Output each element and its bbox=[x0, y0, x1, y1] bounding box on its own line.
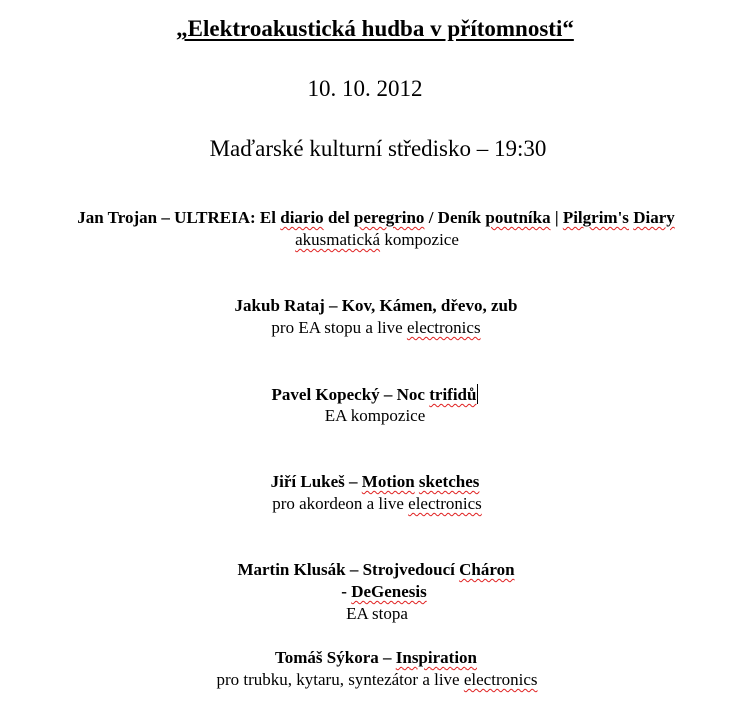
program-item-subtitle: EA kompozice bbox=[324, 406, 426, 425]
misspelled-word: Motion bbox=[361, 472, 415, 491]
title-separator: | bbox=[550, 208, 563, 227]
subtitle-text: kompozice bbox=[380, 230, 459, 249]
program-item-title bbox=[0, 648, 754, 668]
misspelled-word: Pilgrim's bbox=[562, 208, 629, 227]
misspelled-word: DeGenesis bbox=[351, 582, 427, 601]
program-item-title-continued bbox=[6, 582, 756, 602]
misspelled-word: poutníka bbox=[485, 208, 551, 227]
event-date: 10. 10. 2012 bbox=[307, 76, 423, 101]
program-item-title bbox=[0, 208, 754, 228]
program-item-title: Jakub Rataj – Kov, Kámen, dřevo, zub bbox=[234, 296, 518, 315]
misspelled-word: Cháron bbox=[459, 560, 515, 579]
program-item-subtitle bbox=[0, 670, 755, 690]
misspelled-word: Diary bbox=[633, 208, 675, 227]
title-text: del bbox=[323, 208, 354, 227]
misspelled-word: akusmatická bbox=[295, 230, 381, 249]
program-item-subtitle bbox=[0, 318, 754, 338]
title-text: / Deník bbox=[424, 208, 486, 227]
subtitle-text: pro akordeon a live bbox=[272, 494, 409, 513]
misspelled-word: electronics bbox=[406, 318, 481, 337]
subtitle-text: pro trubku, kytaru, syntezátor a live bbox=[216, 670, 464, 689]
misspelled-word: peregrino bbox=[353, 208, 425, 227]
program-item-subtitle bbox=[0, 230, 755, 250]
subtitle-text: pro EA stopu a live bbox=[271, 318, 407, 337]
title-text: - bbox=[341, 582, 352, 601]
program-item-subtitle bbox=[0, 494, 755, 514]
misspelled-word: sketches bbox=[418, 472, 480, 491]
program-item-subtitle: EA stopa bbox=[346, 604, 408, 623]
misspelled-word: diario bbox=[280, 208, 324, 227]
text-cursor bbox=[477, 384, 478, 404]
program-item-title bbox=[0, 560, 754, 580]
event-venue: Maďarské kulturní středisko – 19:30 bbox=[209, 136, 547, 161]
composer-and-title: Jan Trojan – ULTREIA: El bbox=[77, 208, 281, 227]
program-item-title bbox=[0, 384, 753, 405]
misspelled-word: Inspiration bbox=[395, 648, 477, 667]
misspelled-word: electronics bbox=[463, 670, 538, 689]
composer-and-title: Pavel Kopecký – Noc bbox=[271, 385, 430, 404]
composer-and-title: Tomáš Sýkora – bbox=[274, 648, 396, 667]
composer-and-title: Martin Klusák – Strojvedoucí bbox=[237, 560, 460, 579]
document-title: „Elektroakustická hudba v přítomnosti“ bbox=[176, 16, 574, 41]
program-item-title bbox=[0, 472, 753, 492]
misspelled-word: electronics bbox=[408, 494, 482, 513]
composer-and-title: Jiří Lukeš – bbox=[270, 472, 362, 491]
misspelled-word: trifidů bbox=[429, 385, 477, 404]
